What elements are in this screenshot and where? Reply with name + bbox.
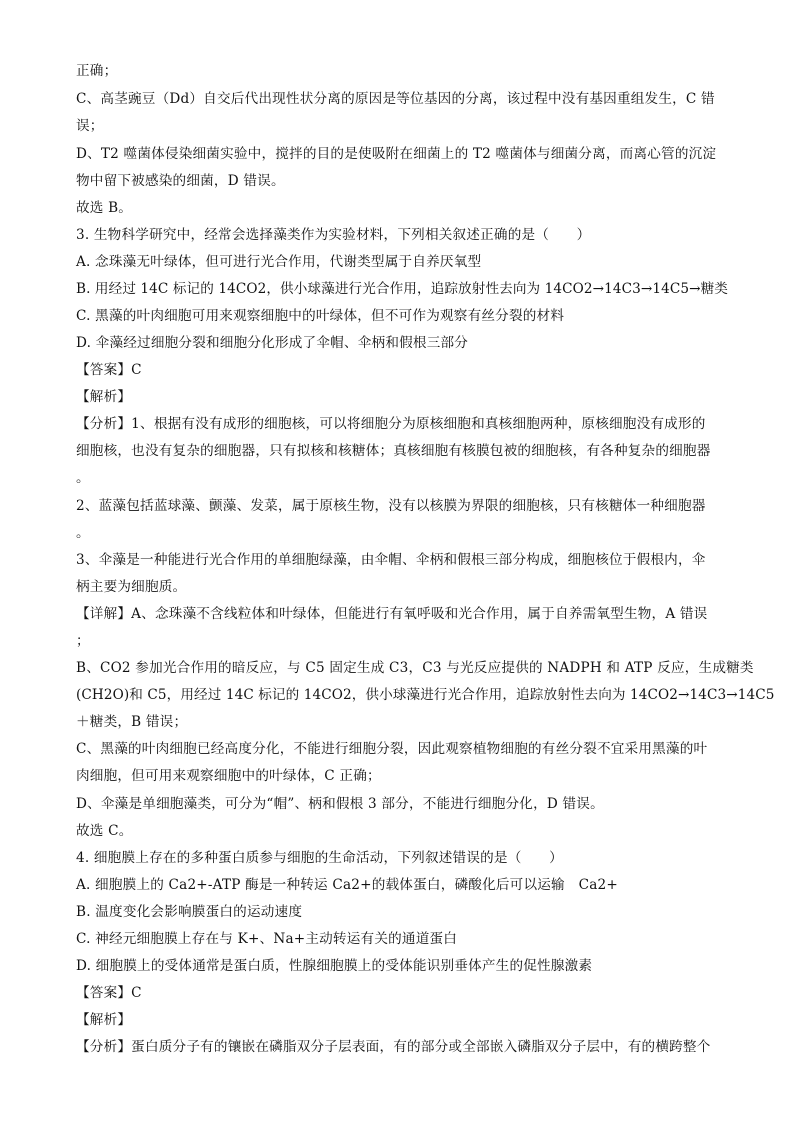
text-line: 3、伞藻是一种能进行光合作用的单细胞绿藻，由伞帽、伞柄和假根三部分构成，细胞核位于假根内，伞 — [76, 552, 706, 568]
text-line: 正确； — [76, 63, 118, 79]
text-line: 故选 C。 — [76, 823, 133, 839]
text-line: 【详解】A、念珠藻不含线粒体和叶绿体，但能进行有氧呼吸和光合作用，属于自养需氧型生物，A 错误 — [76, 606, 708, 622]
text-line: B、CO2 参加光合作用的暗反应，与 C5 固定生成 C3，C3 与光反应提供的 NADPH 和 ATP 反应，生成糖类 — [76, 660, 754, 676]
answer-label: 【答案】C — [76, 985, 142, 1001]
text-line: C、高茎豌豆（Dd）自交后代出现性状分离的原因是等位基因的分离，该过程中没有基因重组发生，C 错 — [76, 91, 715, 107]
text-line: D、T2 噬菌体侵染细菌实验中，搅拌的目的是使吸附在细菌上的 T2 噬菌体与细菌分离，而离心管的沉淀 — [76, 146, 717, 162]
option-a: A. 细胞膜上的 Ca2+-ATP 酶是一种转运 Ca2+的载体蛋白，磷酸化后可以运输 Ca2+ — [76, 877, 618, 893]
text-line: 柄主要为细胞质。 — [76, 579, 187, 595]
question-3: 3. 生物科学研究中，经常会选择藻类作为实验材料，下列相关叙述正确的是（ ） — [76, 227, 591, 243]
analysis-label: 【解析】 — [76, 1012, 132, 1028]
text-line: ＋糖类，B 错误； — [76, 714, 188, 730]
text-line: 细胞核，也没有复杂的细胞器，只有拟核和核糖体；真核细胞有核膜包被的细胞核，有各种复杂的细胞器 — [76, 443, 711, 459]
text-line: 【分析】蛋白质分子有的镶嵌在磷脂双分子层表面，有的部分或全部嵌入磷脂双分子层中，有的横跨整个 — [76, 1039, 711, 1055]
option-b: B. 温度变化会影响膜蛋白的运动速度 — [76, 904, 303, 920]
text-line: 故选 B。 — [76, 200, 133, 216]
text-line: 2、蓝藻包括蓝球藻、颤藻、发菜，属于原核生物，没有以核膜为界限的细胞核，只有核糖体一种细胞器 — [76, 498, 706, 514]
option-c: C. 黑藻的叶肉细胞可用来观察细胞中的叶绿体，但不可作为观察有丝分裂的材料 — [76, 308, 565, 324]
option-c: C. 神经元细胞膜上存在与 K+、Na+主动转运有关的通道蛋白 — [76, 931, 458, 947]
text-line: 。 — [76, 470, 90, 486]
text-line: 。 — [76, 525, 90, 541]
option-b: B. 用经过 14C 标记的 14CO2，供小球藻进行光合作用，追踪放射性去向为 14CO2→14C3→14C5→糖类 — [76, 281, 728, 297]
answer-label: 【答案】C — [76, 362, 142, 378]
text-line: D、伞藻是单细胞藻类，可分为“帽”、柄和假根 3 部分，不能进行细胞分化，D 错误。 — [76, 796, 604, 812]
option-a: A. 念珠藻无叶绿体，但可进行光合作用，代谢类型属于自养厌氧型 — [76, 254, 482, 270]
analysis-label: 【解析】 — [76, 389, 132, 405]
option-d: D. 细胞膜上的受体通常是蛋白质，性腺细胞膜上的受体能识别垂体产生的促性腺激素 — [76, 958, 593, 974]
text-line: (CH2O)和 C5，用经过 14C 标记的 14CO2，供小球藻进行光合作用，追踪放射性去向为 14CO2→14C3→14C5 — [76, 687, 775, 703]
text-line: 物中留下被感染的细菌，D 错误。 — [76, 173, 285, 189]
text-line: 【分析】1、根据有没有成形的细胞核，可以将细胞分为原核细胞和真核细胞两种，原核细胞没有成形的 — [76, 416, 706, 432]
text-line: ； — [76, 633, 90, 649]
option-d: D. 伞藻经过细胞分裂和细胞分化形成了伞帽、伞柄和假根三部分 — [76, 335, 469, 351]
text-line: 肉细胞，但可用来观察细胞中的叶绿体，C 正确； — [76, 768, 381, 784]
text-line: C、黑藻的叶肉细胞已经高度分化，不能进行细胞分裂，因此观察植物细胞的有丝分裂不宜采用黑藻的叶 — [76, 741, 708, 757]
text-line: 误； — [76, 118, 104, 134]
question-4: 4. 细胞膜上存在的多种蛋白质参与细胞的生命活动，下列叙述错误的是（ ） — [76, 850, 563, 866]
